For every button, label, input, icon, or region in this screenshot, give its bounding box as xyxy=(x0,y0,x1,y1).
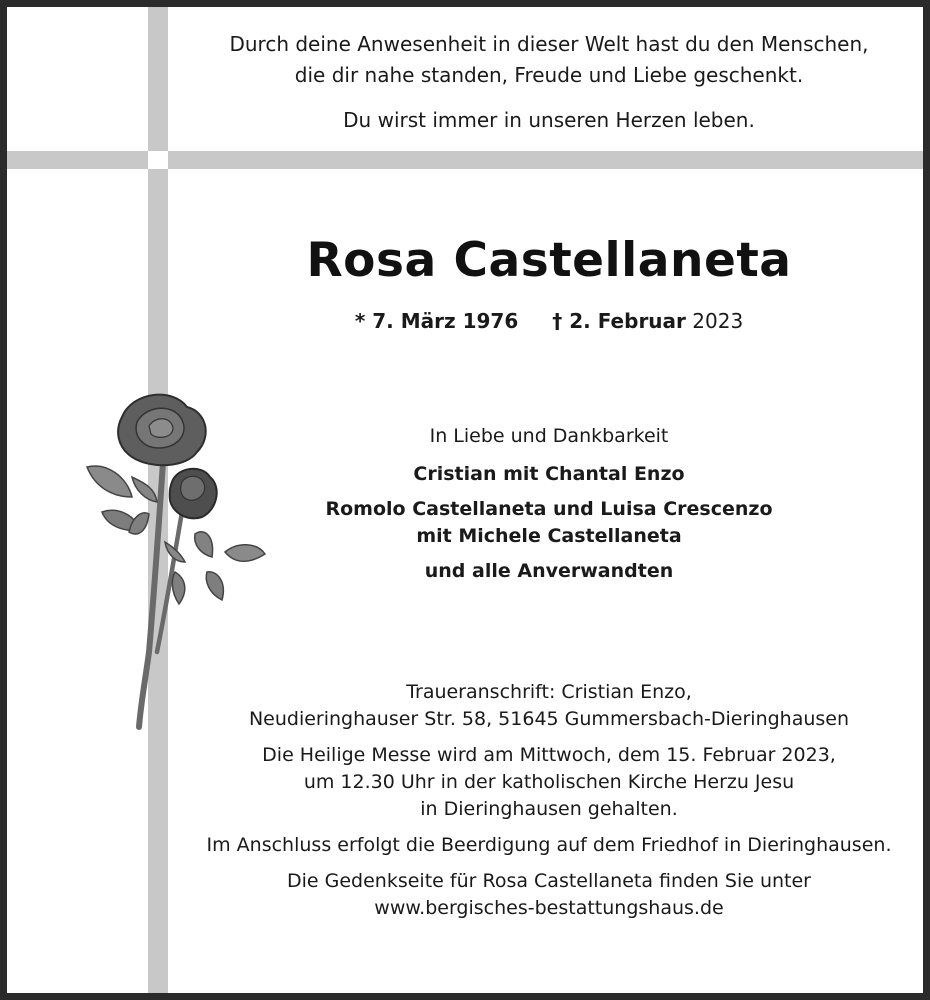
cross-center xyxy=(148,151,168,169)
address-block xyxy=(168,679,930,733)
mass-block xyxy=(168,742,930,823)
quote-line-3: Du wirst immer in unseren Herzen leben. xyxy=(343,108,755,132)
death-date: † 2. Februar xyxy=(552,309,686,333)
family-line-4: und alle Anverwandten xyxy=(424,560,674,582)
birth-date: * 7. März 1976 xyxy=(354,309,519,333)
burial-line: Im Anschluss erfolgt die Beerdigung auf dem Friedhof in Dieringhausen. xyxy=(206,834,892,856)
memorial-line-1: Die Gedenkseite für Rosa Castellaneta finden Sie unter xyxy=(287,870,811,892)
cross-horizontal-bar xyxy=(7,151,930,169)
family-line-2: Romolo Castellaneta und Luisa Crescenzo xyxy=(325,498,773,520)
memorial-block xyxy=(168,868,930,922)
quote-line-2: die dir nahe standen, Freude und Liebe geschenkt. xyxy=(294,63,804,87)
family-line-3: mit Michele Castellaneta xyxy=(416,525,682,547)
memorial-quote xyxy=(168,29,930,136)
memorial-website-link[interactable]: www.bergisches-bestattungshaus.de xyxy=(374,897,724,919)
family-section xyxy=(168,425,930,593)
funeral-info xyxy=(168,679,930,931)
life-dates xyxy=(168,309,930,333)
family-line-1: Cristian mit Chantal Enzo xyxy=(413,463,685,485)
address-line-2: Neudieringhauser Str. 58, 51645 Gummersbach-Dieringhausen xyxy=(248,708,850,730)
deceased-name: Rosa Castellaneta xyxy=(306,233,792,288)
quote-line-1: Durch deine Anwesenheit in dieser Welt hast du den Menschen, xyxy=(229,32,869,56)
mass-line-2: um 12.30 Uhr in der katholischen Kirche Herzu Jesu xyxy=(303,771,795,793)
family-intro: In Liebe und Dankbarkeit xyxy=(429,425,669,447)
mass-line-3: in Dieringhausen gehalten. xyxy=(420,798,678,820)
death-year: 2023 xyxy=(692,309,744,333)
address-line-1: Traueranschrift: Cristian Enzo, xyxy=(406,681,692,703)
mass-line-1: Die Heilige Messe wird am Mittwoch, dem 15. Februar 2023, xyxy=(262,744,836,766)
